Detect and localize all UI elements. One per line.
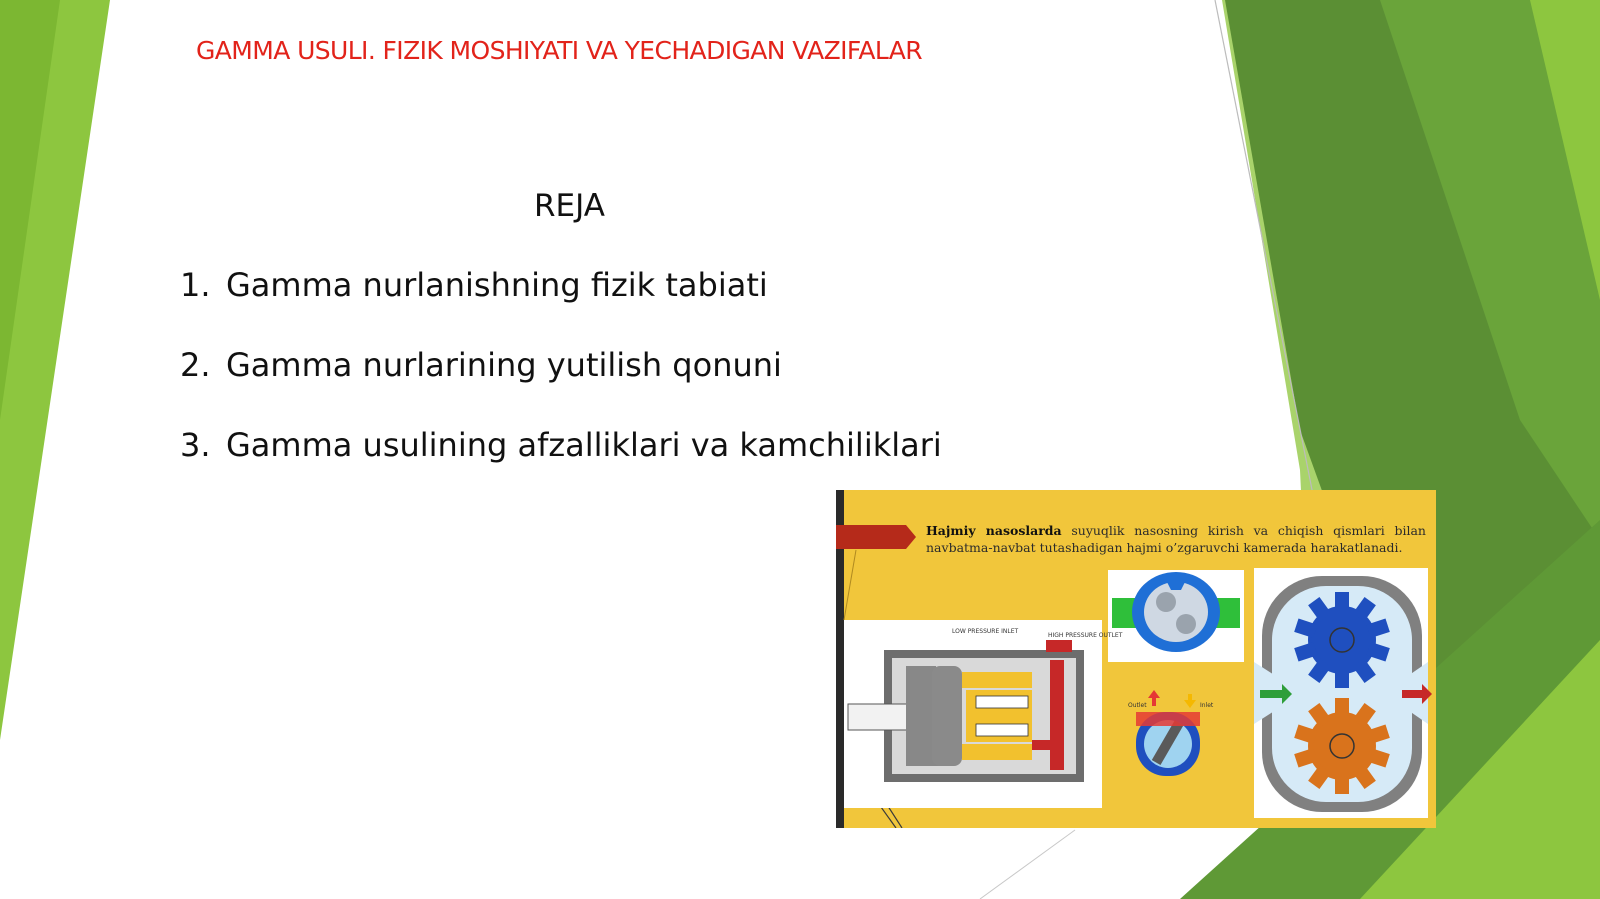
red-arrow-banner	[836, 525, 916, 549]
plan-item-number: 3.	[180, 426, 211, 464]
plan-item-number: 1.	[180, 266, 211, 304]
figure-caption-bold: Hajmiy nasoslarda	[926, 523, 1062, 538]
plan-item	[180, 346, 942, 426]
lobe-pump-diagram	[1108, 570, 1244, 662]
plan-item-number: 2.	[180, 346, 211, 384]
figure-caption	[926, 522, 1426, 556]
plan-item-text: Gamma usulining afzalliklari va kamchiliklari	[226, 426, 942, 464]
divider-line-lower	[980, 830, 1075, 899]
plan-heading: REJA	[534, 188, 605, 224]
piston-pump-diagram	[844, 620, 1102, 808]
high-pressure-outlet-label: HIGH PRESSURE OUTLET	[1048, 632, 1123, 639]
figure-caption-rest: suyuqlik nasosning kirish va chiqish qismlari bilan navbatma-navbat tutashadigan hajmi o’zgaruvchi kamerada harakatlanadi.	[926, 523, 1426, 555]
slide-title: GAMMA USULI. FIZIK MOSHIYATI VA YECHADIGAN VAZIFALAR	[196, 36, 923, 65]
plan-item	[180, 266, 942, 346]
plan-item	[180, 426, 942, 506]
gear-tooth	[1335, 774, 1349, 794]
gear-tooth	[1335, 698, 1349, 718]
pump-figure	[836, 490, 1436, 828]
outlet-label: Outlet	[1128, 702, 1147, 709]
gear-pump-diagram	[1254, 568, 1432, 818]
gear-tooth	[1335, 668, 1349, 688]
plan-item-text: Gamma nurlarining yutilish qonuni	[226, 346, 782, 384]
plan-item-text: Gamma nurlanishning fizik tabiati	[226, 266, 768, 304]
gear-tooth	[1335, 592, 1349, 612]
inlet-label: Inlet	[1200, 702, 1214, 709]
plan-list	[180, 266, 942, 506]
low-pressure-inlet-label: LOW PRESSURE INLET	[952, 628, 1019, 635]
